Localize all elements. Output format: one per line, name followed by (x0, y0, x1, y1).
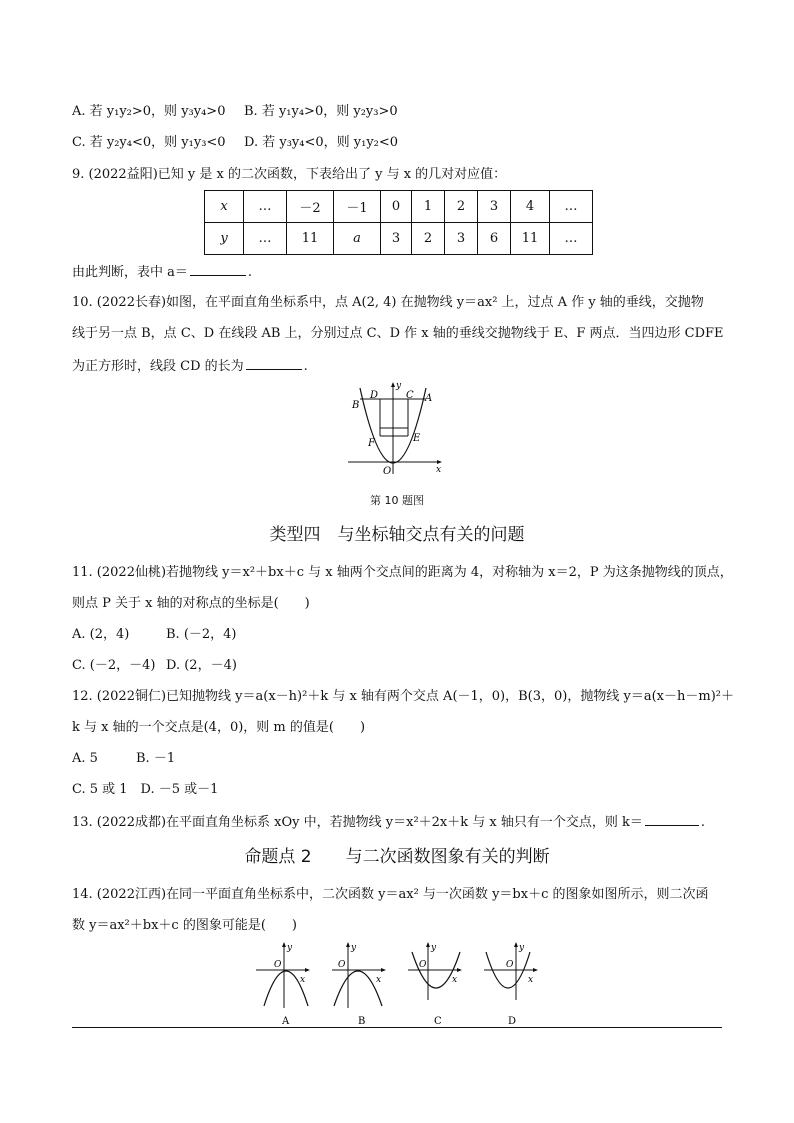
table-cell: 2 (412, 223, 445, 255)
graph-label-a: A (282, 1016, 290, 1026)
axis-x-label: x (452, 975, 458, 985)
table-cell: … (244, 223, 287, 255)
q10-figure-caption: 第 10 题图 (370, 494, 424, 507)
label-e: E (413, 433, 421, 444)
table-row-y (205, 223, 593, 255)
table-cell: －2 (287, 191, 334, 223)
section-heading-proposition-2: 命题点 2 与二次函数图象有关的判断 (244, 847, 550, 867)
q11-option-b: B. (－2，4) (166, 627, 237, 642)
page-footer-rule (72, 1027, 722, 1028)
q13-stem-end: . (700, 815, 706, 830)
q12-options-c-d: C. 5 或 1 D. －5 或－1 (72, 782, 219, 797)
q9-followup-text: 由此判断，表中 a＝ (72, 265, 188, 280)
table-cell: 2 (445, 191, 478, 223)
table-cell: x (205, 191, 244, 223)
q11-option-a: A. (2，4) (72, 627, 130, 642)
label-x: x (436, 465, 442, 475)
label-f: F (368, 438, 375, 449)
label-y: y (396, 381, 402, 391)
q8-option-c: C. 若 y₂y₄<0，则 y₁y₃<0 (72, 135, 226, 150)
q10-line-3-end: . (303, 359, 308, 374)
q13-stem (72, 812, 705, 832)
answer-blank (190, 262, 246, 276)
q10-line-1: 10. (2022长春)如图，在平面直角坐标系中，点 A(2, 4) 在抛物线 y＝ax² 上，过点 A 作 y 轴的垂线，交抛物 (72, 295, 704, 310)
graph-label-d: D (508, 1016, 517, 1026)
q11-line-1: 11. (2022仙桃)若抛物线 y＝x²＋bx＋c 与 x 轴两个交点间的距离为 4，对称轴为 x＝2，P 为这条抛物线的顶点， (72, 565, 733, 580)
q11-option-c: C. (－2，－4) (72, 658, 156, 673)
table-cell: 4 (511, 191, 550, 223)
label-d: D (370, 390, 379, 401)
q8-option-d: D. 若 y₃y₄<0，则 y₁y₂<0 (244, 135, 399, 150)
q9-followup (72, 262, 252, 282)
q12-option-a: A. 5 (72, 751, 98, 766)
axis-y-label: y (519, 943, 525, 953)
q8-option-a: A. 若 y₁y₂>0，则 y₃y₄>0 (72, 104, 226, 119)
label-c: C (406, 390, 414, 401)
table-cell: 3 (445, 223, 478, 255)
origin-label: O (274, 960, 282, 970)
axis-y-label: y (431, 943, 437, 953)
q14-graph-b (330, 938, 390, 1026)
table-cell: 0 (381, 191, 412, 223)
q14-line-2: 数 y＝ax²＋bx＋c 的图象可能是( ) (72, 918, 297, 933)
axis-x-label: x (376, 975, 382, 985)
origin-label: O (506, 960, 514, 970)
table-cell: 3 (478, 191, 511, 223)
q8-option-b: B. 若 y₁y₄>0，则 y₂y₃>0 (244, 104, 398, 119)
q10-line-3-text: 为正方形时，线段 CD 的长为 (72, 359, 244, 374)
table-cell: … (550, 223, 593, 255)
label-a: A (425, 393, 433, 404)
q14-line-1: 14. (2022江西)在同一平面直角坐标系中，二次函数 y＝ax² 与一次函数 y＝bx＋c 的图象如图所示，则二次函 (72, 887, 709, 902)
q10-figure (340, 378, 450, 478)
table-cell: 3 (381, 223, 412, 255)
table-cell: a (334, 223, 381, 255)
q9-followup-end: . (247, 265, 253, 280)
origin-label: O (338, 960, 346, 970)
q14-graph-c (406, 938, 466, 1026)
section-heading-type-4: 类型四 与坐标轴交点有关的问题 (269, 525, 525, 545)
axis-y-label: y (351, 943, 357, 953)
answer-blank (246, 356, 302, 370)
table-cell: 6 (478, 223, 511, 255)
q11-option-d: D. (2，－4) (166, 658, 237, 673)
table-cell: 11 (287, 223, 334, 255)
table-cell: 11 (511, 223, 550, 255)
table-cell: －1 (334, 191, 381, 223)
graph-label-b: B (358, 1016, 366, 1026)
table-cell: … (244, 191, 287, 223)
table-row-x (205, 191, 593, 223)
q10-line-3 (72, 356, 308, 376)
table-cell: … (550, 191, 593, 223)
q14-graph-d (482, 938, 542, 1026)
label-b: B (352, 400, 360, 411)
q9-stem: 9. (2022益阳)已知 y 是 x 的二次函数，下表给出了 y 与 x 的几对对应值： (72, 167, 507, 182)
q13-stem-text: 13. (2022成都)在平面直角坐标系 xOy 中，若抛物线 y＝x²＋2x＋k 与 x 轴只有一个交点，则 k＝ (72, 815, 643, 830)
q10-line-2: 线于另一点 B，点 C、D 在线段 AB 上，分别过点 C、D 作 x 轴的垂线交抛物线于 E、F 两点．当四边形 CDFE (72, 326, 724, 341)
q12-line-2: k 与 x 轴的一个交点是(4，0)，则 m 的值是( ) (72, 720, 366, 735)
answer-blank (645, 812, 699, 826)
q14-graph-a (254, 938, 314, 1026)
q9-value-table (204, 190, 593, 255)
axis-x-label: x (528, 975, 534, 985)
axis-x-label: x (300, 975, 306, 985)
q12-option-b: B. －1 (136, 751, 176, 766)
axis-y-label: y (287, 943, 293, 953)
table-cell: y (205, 223, 244, 255)
origin-label: O (419, 960, 427, 970)
table-cell: 1 (412, 191, 445, 223)
q11-line-2: 则点 P 关于 x 轴的对称点的坐标是( ) (72, 596, 310, 611)
q12-line-1: 12. (2022铜仁)已知抛物线 y＝a(x－h)²＋k 与 x 轴有两个交点 A(－1，0)，B(3，0)，抛物线 y＝a(x－h－m)²＋ (72, 689, 734, 704)
graph-label-c: C (434, 1016, 442, 1026)
label-o: O (383, 466, 392, 477)
